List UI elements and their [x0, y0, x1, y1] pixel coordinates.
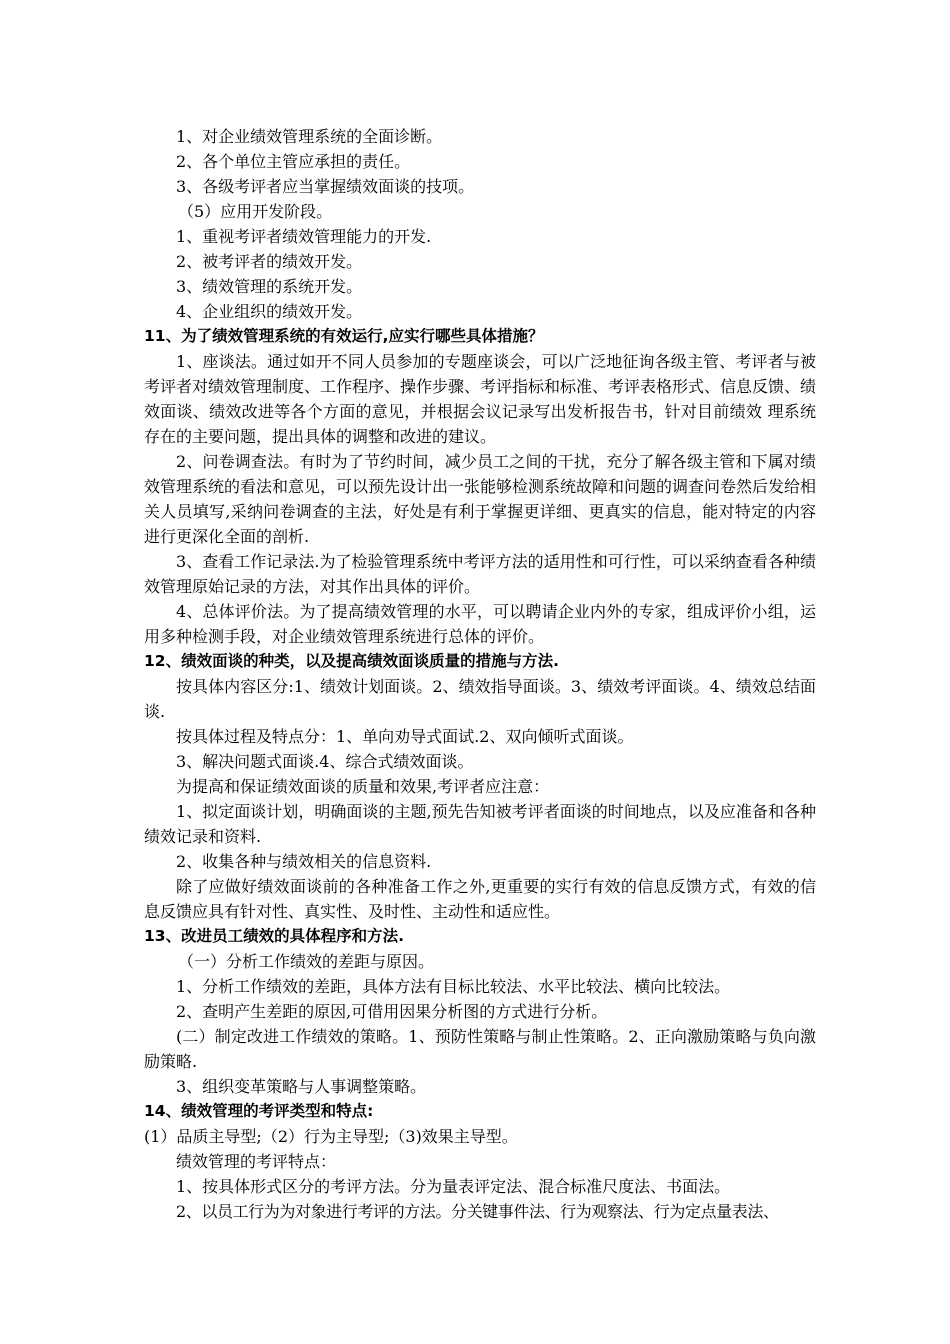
paragraph: （5）应用开发阶段。 [178, 202, 333, 221]
paragraph: 3、组织变革策略与人事调整策略。 [176, 1077, 427, 1096]
paragraph: （一）分析工作绩效的差距与原因。 [178, 952, 435, 971]
paragraph: 除了应做好绩效面谈前的各种准备工作之外,更重要的实行有效的信息反馈方式，有效的信息反馈应具有针对性、真实性、及时性、主动性和适应性。 [144, 877, 816, 921]
paragraph: 3、查看工作记录法.为了检验管理系统中考评方法的适用性和可行性，可以采纳查看各种绩效管理原始记录的方法，对其作出具体的评价。 [144, 552, 816, 596]
paragraph: 4、总体评价法。为了提高绩效管理的水平，可以聘请企业内外的专家，组成评价小组，运用多种检测手段，对企业绩效管理系统进行总体的评价。 [144, 602, 816, 646]
section-heading: 13、改进员工绩效的具体程序和方法. [144, 927, 404, 945]
paragraph: 1、分析工作绩效的差距，具体方法有目标比较法、水平比较法、横向比较法。 [176, 977, 731, 996]
paragraph: 2、被考评者的绩效开发。 [176, 252, 363, 271]
paragraph: 1、拟定面谈计划，明确面谈的主题,预先告知被考评者面谈的时间地点，以及应准备和各种绩效记录和资料. [144, 802, 816, 846]
paragraph: 按具体过程及特点分：1、单向劝导式面试.2、双向倾听式面谈。 [176, 727, 634, 746]
section-heading: 12、绩效面谈的种类，以及提高绩效面谈质量的措施与方法. [144, 652, 559, 670]
paragraph: 2、问卷调查法。有时为了节约时间，减少员工之间的干扰，充分了解各级主管和下属对绩效管理系统的看法和意见，可以预先设计出一张能够检测系统故障和问题的调查问卷然后发给相关人员填写,采纳问卷调查的主法，好处是有利于掌握更详细、更真实的信息，能对特定的内容进行更深化全面的剖析. [144, 452, 817, 546]
section-heading: 11、为了绩效管理系统的有效运行,应实行哪些具体措施？ [144, 327, 544, 345]
paragraph: 2、查明产生差距的原因,可借用因果分析图的方式进行分析。 [176, 1002, 608, 1021]
paragraph: 绩效管理的考评特点： [176, 1152, 337, 1171]
document-body [144, 124, 816, 1224]
paragraph: 3、绩效管理的系统开发。 [176, 277, 363, 296]
paragraph: 1、重视考评者绩效管理能力的开发. [176, 227, 432, 246]
paragraph: 2、收集各种与绩效相关的信息资料. [176, 852, 432, 871]
paragraph: 4、企业组织的绩效开发。 [176, 302, 363, 321]
paragraph: 3、解决问题式面谈.4、综合式绩效面谈。 [176, 752, 474, 771]
paragraph: 1、按具体形式区分的考评方法。分为量表评定法、混合标准尺度法、书面法。 [176, 1177, 731, 1196]
paragraph: 按具体内容区分:1、绩效计划面谈。2、绩效指导面谈。3、绩效考评面谈。4、绩效总结面谈. [144, 677, 816, 721]
paragraph: 1、座谈法。通过如开不同人员参加的专题座谈会，可以广泛地征询各级主管、考评者与被考评者对绩效管理制度、工作程序、操作步骤、考评指标和标准、考评表格形式、信息反馈、绩效面谈、绩效改进等各个方面的意见，并根据会议记录写出发析报告书，针对目前绩效 理系统存在的主要问题，提出具体的调整和改进的建议。 [144, 352, 817, 446]
paragraph: 3、各级考评者应当掌握绩效面谈的技项。 [176, 177, 475, 196]
paragraph: (1）品质主导型;（2）行为主导型;（3)效果主导型。 [144, 1127, 518, 1146]
paragraph: 2、以员工行为为对象进行考评的方法。分关键事件法、行为观察法、行为定点量表法、 [176, 1202, 779, 1221]
paragraph: 1、对企业绩效管理系统的全面诊断。 [176, 127, 443, 146]
paragraph: 为提高和保证绩效面谈的质量和效果,考评者应注意： [176, 777, 550, 796]
paragraph: (二）制定改进工作绩效的策略。1、预防性策略与制止性策略。2、正向激励策略与负向激励策略. [144, 1027, 816, 1071]
paragraph: 2、各个单位主管应承担的责任。 [176, 152, 411, 171]
section-heading: 14、绩效管理的考评类型和特点: [144, 1102, 374, 1120]
